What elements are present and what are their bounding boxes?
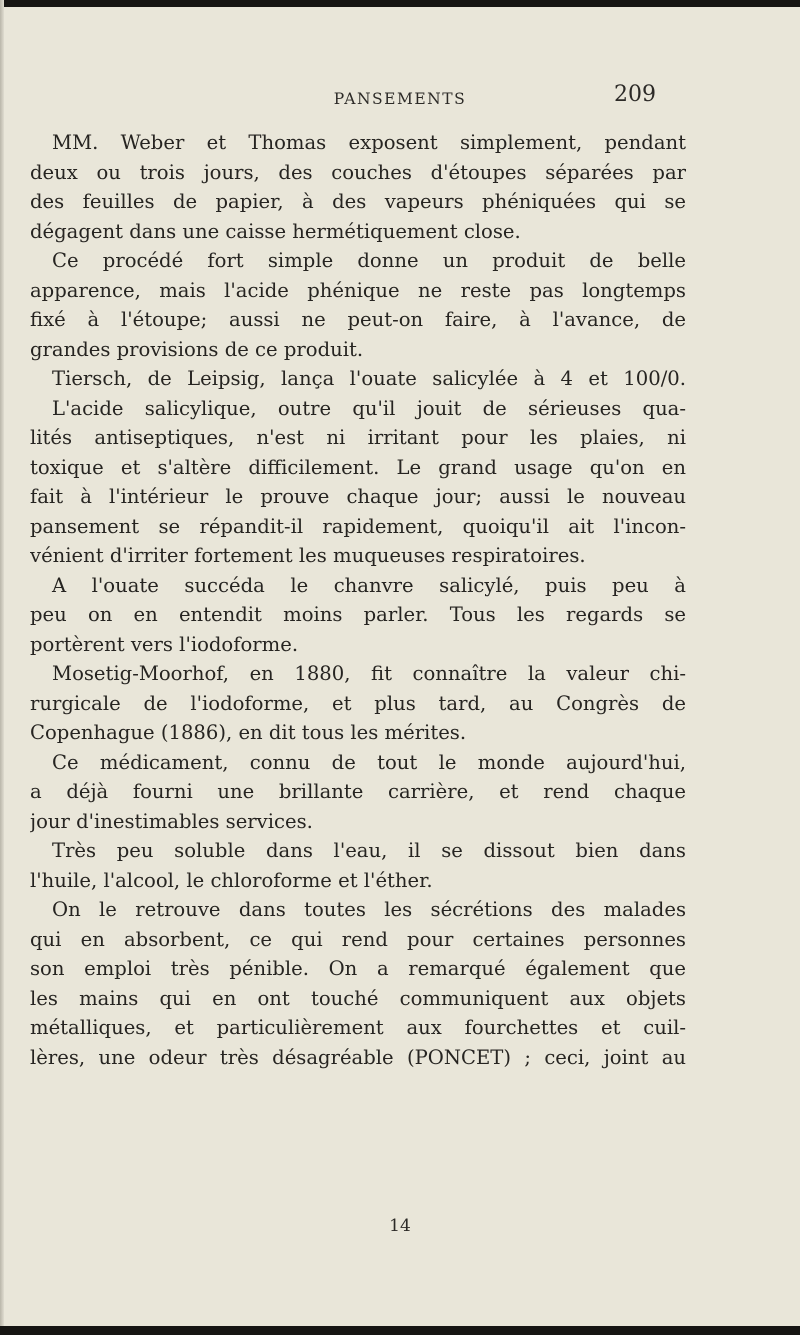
- text-line: A l'ouate succéda le chanvre salicylé, puis peu à: [52, 573, 686, 597]
- text-line: jour d'inestimables services.: [30, 809, 313, 833]
- text-line: Tiersch, de Leipsig, lança l'ouate salicylée à 4 et 100/0.: [52, 367, 686, 390]
- text-line: Mosetig-Moorhof, en 1880, fit connaître la valeur chi-: [52, 662, 686, 685]
- text-line: lités antiseptiques, n'est ni irritant pour les plaies, ni: [30, 426, 686, 449]
- text-line: Copenhague (1886), en dit tous les mérites.: [30, 721, 467, 744]
- text-line: Très peu soluble dans l'eau, il se dissout bien dans: [52, 839, 686, 862]
- text-line: des feuilles de papier, à des vapeurs phéniquées qui se: [30, 190, 686, 213]
- text-line: fait à l'intérieur le prouve chaque jour; aussi le nouveau: [30, 485, 686, 508]
- text-line: les mains qui en ont touché communiquent aux objets: [30, 986, 686, 1010]
- page-number: 209: [614, 82, 656, 107]
- text-line: Ce médicament, connu de tout le monde aujourd'hui,: [52, 750, 686, 774]
- text-line: pansement se répandit-il rapidement, quoiqu'il ait l'incon-: [30, 514, 686, 538]
- body-text: [30, 128, 686, 1072]
- text-line: son emploi très pénible. On a remarqué également que: [30, 957, 686, 980]
- text-line: grandes provisions de ce produit.: [30, 337, 364, 361]
- text-line: rurgicale de l'iodoforme, et plus tard, au Congrès de: [30, 691, 686, 715]
- text-line: qui en absorbent, ce qui rend pour certaines personnes: [30, 927, 686, 951]
- text-line: vénient d'irriter fortement les muqueuses respiratoires.: [30, 544, 586, 567]
- running-title: PANSEMENTS: [333, 90, 467, 108]
- text-line: dégagent dans une caisse hermétiquement close.: [30, 219, 521, 243]
- text-line: MM. Weber et Thomas exposent simplement, pendant: [52, 131, 686, 154]
- text-line: On le retrouve dans toutes les sécrétions des malades: [52, 898, 686, 921]
- text-line: apparence, mais l'acide phénique ne reste pas longtemps: [30, 278, 686, 302]
- text-line: lères, une odeur très désagréable (PONCET) ; ceci, joint au: [30, 1045, 686, 1069]
- text-line: métalliques, et particulièrement aux fourchettes et cuil-: [30, 1016, 686, 1039]
- text-line: L'acide salicylique, outre qu'il jouit de sérieuses qua-: [52, 396, 686, 420]
- text-line: fixé à l'étoupe; aussi ne peut-on faire, à l'avance, de: [30, 308, 686, 331]
- text-line: portèrent vers l'iodoforme.: [30, 632, 299, 656]
- text-line: deux ou trois jours, des couches d'étoupes séparées par: [30, 160, 686, 184]
- bottom-page-edge: [0, 1326, 800, 1335]
- text-line: l'huile, l'alcool, le chloroforme et l'éther.: [30, 868, 433, 892]
- signature-mark: 14: [389, 1216, 411, 1236]
- text-line: peu on en entendit moins parler. Tous les regards se: [30, 603, 686, 626]
- text-line: toxique et s'altère difficilement. Le grand usage qu'on en: [30, 455, 686, 479]
- text-line: a déjà fourni une brillante carrière, et rend chaque: [30, 780, 686, 803]
- text-line: Ce procédé fort simple donne un produit de belle: [52, 249, 686, 272]
